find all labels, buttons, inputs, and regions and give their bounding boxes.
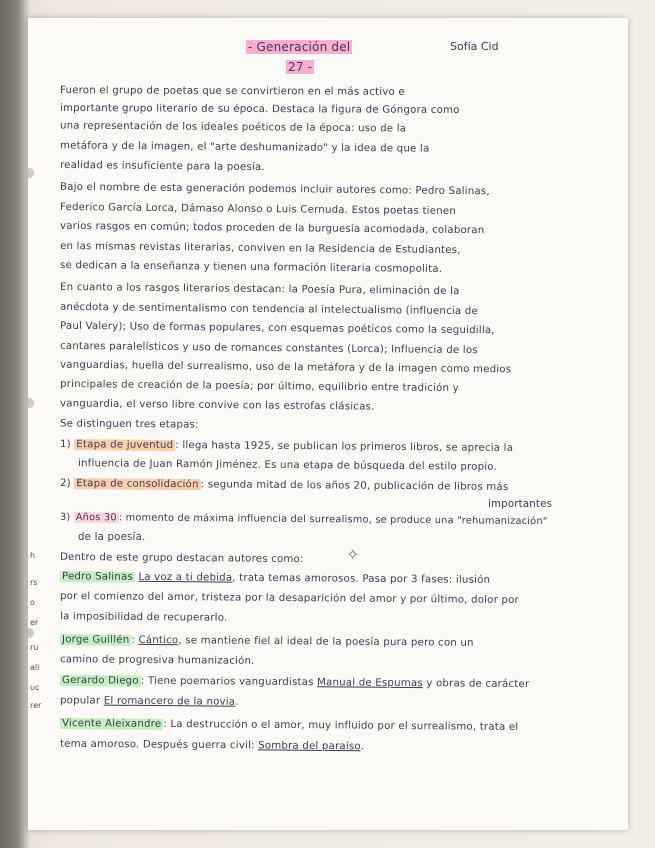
text-line: Federico García Lorca, Dámaso Alonso o Luis Cernuda. Estos poetas tienen <box>59 201 457 218</box>
text-fragment: . <box>360 741 365 753</box>
stage-number: 3) <box>59 511 71 523</box>
work-title: Sombra del paraíso <box>258 740 361 753</box>
text-line: Fueron el grupo de poetas que se convirtieron en el más activo e <box>59 85 405 98</box>
margin-fragment: uc <box>30 683 40 692</box>
margin-fragment: h <box>30 551 36 560</box>
text-line: se dedican a la enseñanza y tienen una formación literaria cosmopolita. <box>59 259 443 276</box>
text-line: : La destrucción o el amor, muy influido por el surrealismo, trata el <box>163 718 519 733</box>
text-line: En cuanto a los rasgos literarios destacan: la Poesía Pura, eliminación de la <box>59 281 460 298</box>
text-line: de la poesía. <box>78 532 146 543</box>
text-line: una representación de los ideales poéticos de la época: uso de la <box>59 120 407 135</box>
author-entry-guillen: Jorge Guillén : Cántico, se mantiene fiel al ideal de la poesía pura pero con un <box>61 634 474 649</box>
stage-text: : segunda mitad de los años 20, publicación de libros más <box>200 479 509 493</box>
text-line: y obras de carácter <box>426 678 530 691</box>
author-entry-aleixandre <box>60 718 518 733</box>
author-name: Pedro Salinas <box>61 571 133 583</box>
text-line: Paul Valery); Uso de formas populares, con esquemas poéticos como la seguidilla, <box>59 320 495 337</box>
stage-number: 1) <box>59 439 71 451</box>
margin-fragment: rs <box>30 578 38 587</box>
text-fragment: popular <box>59 695 101 707</box>
text-line: realidad es insuficiente para la poesía. <box>59 159 265 174</box>
text-line: vanguardias, huella del surrealismo, uso de la metáfora y de la imagen como medios <box>59 359 512 376</box>
text-line <box>60 739 364 753</box>
author-name: Jorge Guillén <box>61 634 130 646</box>
stage-text: : llega hasta 1925, se publican los primeros libros, se aprecia la <box>175 440 514 454</box>
text-line: : Tiene poemarios vanguardistas <box>140 675 314 689</box>
text-line: principales de creación de la poesía; por último, equilibrio entre tradición y <box>59 378 459 395</box>
text-line: varios rasgos en común; todos proceden de la burguesía acomodada, colaboran <box>59 220 485 237</box>
work-title: Manual de Espumas <box>317 677 423 690</box>
stage-label: Años 30 <box>75 512 117 524</box>
title-part2: 27 - <box>288 60 313 74</box>
margin-fragment: er <box>30 618 39 627</box>
text-line: influencia de Juan Ramón Jiménez. Es una etapa de búsqueda del estilo propio. <box>77 458 498 473</box>
text-line: en las mismas revistas literarias, conviven en la Residencia de Estudiantes, <box>59 240 461 257</box>
page-title-line2 <box>286 60 314 74</box>
text-line: cantares paralelísticos y uso de romances constantes (Lorca); Influencia de los <box>59 340 478 357</box>
page-title <box>246 40 352 54</box>
star-doodle-icon: ✧ <box>346 545 360 564</box>
stage-3 <box>60 512 548 527</box>
author-name: Gerardo Diego <box>61 674 139 687</box>
stage-1 <box>60 439 513 454</box>
text-line: , trata temas amorosos. Pasa por 3 fases: ilusión <box>232 572 491 586</box>
authors-intro: Dentro de este grupo destacan autores como: <box>59 551 304 566</box>
title-part1: - Generación del <box>248 40 351 54</box>
stage-label: Etapa de juventud <box>76 439 174 452</box>
author-entry-diego <box>60 675 529 690</box>
text-line: Bajo el nombre de esta generación podemos incluir autores como: Pedro Salinas, <box>59 181 490 198</box>
author-name: Vicente Aleixandre <box>61 718 162 730</box>
margin-fragment: ru <box>30 643 39 652</box>
stage-2 <box>60 478 508 493</box>
stage-number: 2) <box>59 478 71 490</box>
margin-fragment: rer <box>30 701 42 710</box>
text-line: la imposibilidad de recuperarlo. <box>59 611 228 624</box>
text-line: , se mantiene fiel al ideal de la poesía pura pero con un <box>178 635 474 649</box>
work-title: El romancero de la novia <box>103 695 236 708</box>
text-line: camino de progresiva humanización. <box>59 654 255 667</box>
notebook-page <box>28 18 628 830</box>
stages-intro: Se distinguen tres etapas: <box>59 418 199 431</box>
text-line: vanguardia, el verso libre convive con las estrofas clásicas. <box>59 398 375 413</box>
text-fragment: tema amoroso. Después guerra civil: <box>59 738 255 752</box>
text-line: anécdota y de sentimentalismo con tendencia al intelectualismo (influencia de <box>59 301 479 318</box>
text-fragment: . <box>235 696 239 708</box>
text-line: importantes <box>488 499 553 510</box>
margin-fragment: ali <box>30 663 40 672</box>
stage-label: Etapa de consolidación <box>76 478 199 491</box>
author-name: Sofía Cid <box>450 40 499 53</box>
margin-fragment: o <box>30 598 35 607</box>
text-line: por el comienzo del amor, tristeza por la desaparición del amor y por último, dolor por <box>59 590 519 607</box>
work-title: Cántico <box>138 634 179 647</box>
text-line <box>60 695 239 708</box>
text-line: metáfora y de la imagen, el "arte deshumanizado" y la idea de que la <box>59 140 430 155</box>
stage-text: : momento de máxima influencia del surrealismo, se produce una "rehumanización" <box>118 512 548 528</box>
text-line: importante grupo literario de su época. Destaca la figura de Góngora como <box>59 102 460 117</box>
author-entry-salinas <box>60 571 490 586</box>
work-title: La voz a ti debida <box>138 571 233 584</box>
